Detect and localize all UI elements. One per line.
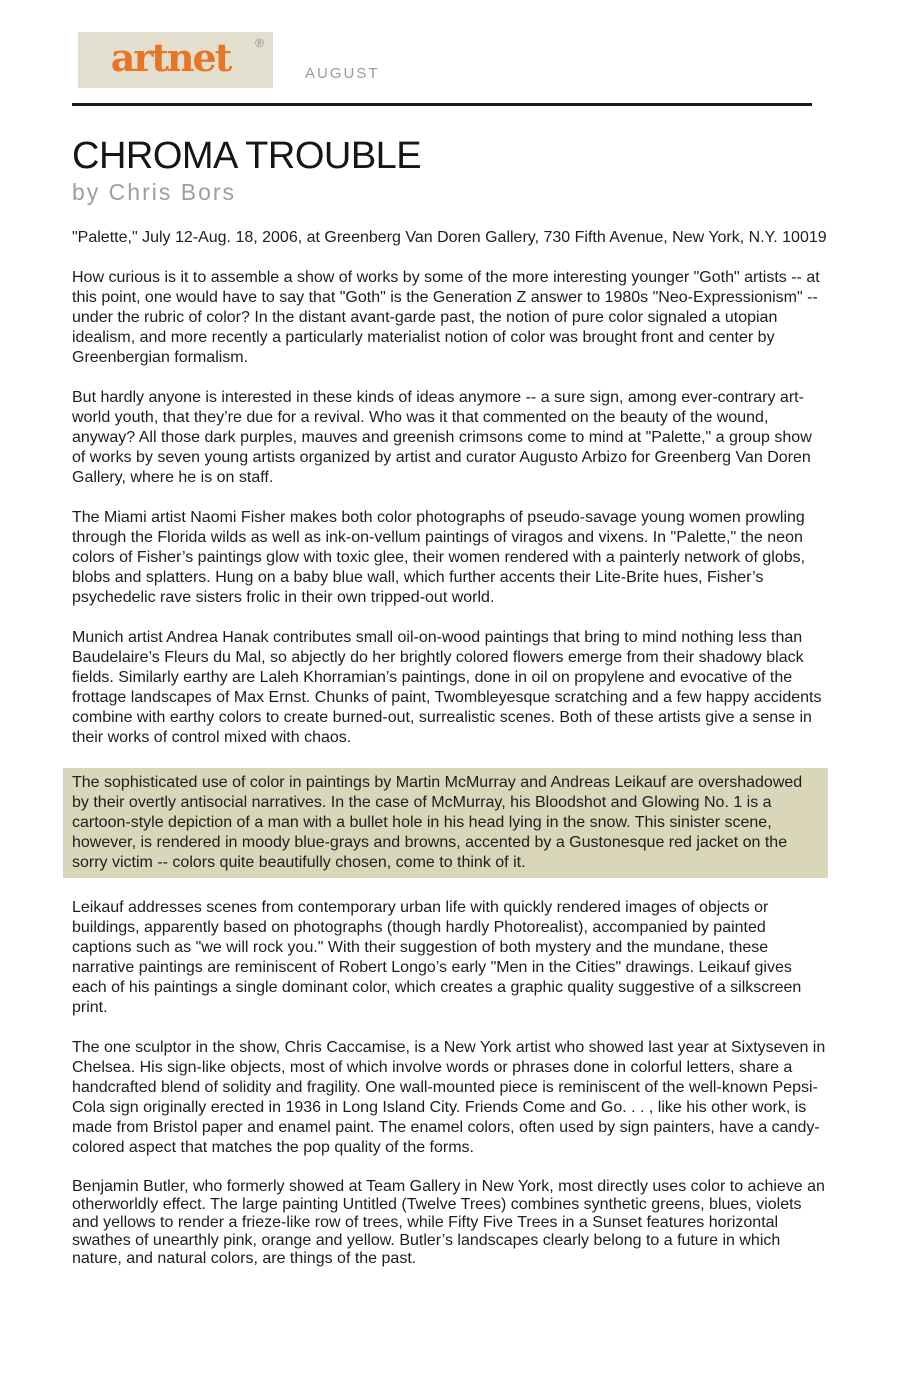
article-paragraph: The Miami artist Naomi Fisher makes both color photographs of pseudo-savage young women prowling through the Florida wilds as well as ink-on-vellum paintings of viragos and vixens. In "Palette," the neon colors of Fisher’s paintings glow with toxic glee, their women rendered with a painterly network of globs, blobs and splatters. Hung on a baby blue wall, which further accents their Lite-Brite hues, Fisher’s psychedelic rave sisters frolic in their own tripped-out world. (72, 509, 806, 606)
article-paragraph: Munich artist Andrea Hanak contributes small oil-on-wood paintings that bring to mind nothing less than Baudelaire’s Fleurs du Mal, so abjectly do her brightly colored flowers emerge from their shadowy black fields. Similarly earthy are Laleh Khorramian’s paintings, done in oil on propylene and evocative of the frottage landscapes of Max Ernst. Chunks of paint, Twombleyesque scratching and a few happy accidents combine with earthy colors to create burned-out, surrealistic scenes. Both of these artists give a sense in their works of control mixed with chaos. (72, 629, 822, 746)
article-paragraph: How curious is it to assemble a show of works by some of the more interesting younger "Goth" artists -- at this point, one would have to say that "Goth" is the Generation Z answer to 1980s "Neo-Expressionism" -- under the rubric of color? In the distant avant-garde past, the notion of pure color signaled a utopian idealism, and more recently a particularly materialist notion of color was brought front and center by Greenbergian formalism. (72, 269, 820, 366)
article-paragraph: Leikauf addresses scenes from contemporary urban life with quickly rendered images of objects or buildings, apparently based on photographs (though hardly Photorealist), accompanied by painted captions such as "we will rock you." With their suggestion of both mystery and the mundane, these narrative paintings are reminiscent of Robert Longo’s early "Men in the Cities" drawings. Leikauf gives each of his paintings a single dominant color, which creates a graphic quality suggestive of a silkscreen print. (72, 899, 802, 1016)
registered-trademark-icon: ® (255, 36, 264, 50)
highlighted-paragraph: The sophisticated use of color in paintings by Martin McMurray and Andreas Leikauf are overshadowed by their overtly antisocial narratives. In the case of McMurray, his Bloodshot and Glowing No. 1 is a cartoon-style depiction of a man with a bullet hole in his head lying in the snow. This sinister scene, however, is rendered in moody blue-grays and browns, accented by a Gustonesque red jacket on the sorry victim -- colors quite beautifully chosen, come to think of it. (63, 768, 828, 878)
article-byline: by Chris Bors (72, 179, 237, 205)
article-body (72, 136, 828, 1268)
article-paragraph: But hardly anyone is interested in these kinds of ideas anymore -- a sure sign, among ever-contrary art-world youth, that they’re due for a revival. Who was it that commented on the beauty of the wound, anyway? All those dark purples, mauves and greenish crimsons come to mind at "Palette," a group show of works by seven young artists organized by artist and curator Augusto Arbizo for Greenberg Van Doren Gallery, where he is on staff. (72, 389, 812, 486)
article-title: CHROMA TROUBLE (72, 135, 422, 177)
article-paragraph: The one sculptor in the show, Chris Caccamise, is a New York artist who showed last year at Sixtyseven in Chelsea. His sign-like objects, most of which involve words or phrases done in colorful letters, share a handcrafted blend of solidity and fragility. One wall-mounted piece is reminiscent of the well-known Pepsi-Cola sign originally erected in 1936 in Long Island City. Friends Come and Go. . . , like his other work, is made from Bristol paper and enamel paint. The enamel colors, often used by sign painters, have a candy-colored aspect that matches the pop quality of the forms. (72, 1039, 826, 1156)
masthead (72, 0, 828, 88)
exhibition-details: "Palette," July 12-Aug. 18, 2006, at Greenberg Van Doren Gallery, 730 Fifth Avenue, New York, N.Y. 10019 (72, 229, 827, 246)
masthead-rule (72, 103, 812, 106)
artnet-logo (78, 32, 273, 88)
article-paragraph: Benjamin Butler, who formerly showed at Team Gallery in New York, most directly uses color to achieve an otherworldly effect. The large painting Untitled (Twelve Trees) combines synthetic greens, blues, violets and yellows to render a frieze-like row of trees, while Fifty Five Trees in a Sunset features horizontal swathes of unearthly pink, orange and yellow. Butler’s landscapes clearly belong to a future in which nature, and natural colors, are things of the past. (72, 1178, 825, 1267)
artnet-logo-text: artnet (110, 35, 231, 80)
issue-label: AUGUST (305, 65, 380, 82)
